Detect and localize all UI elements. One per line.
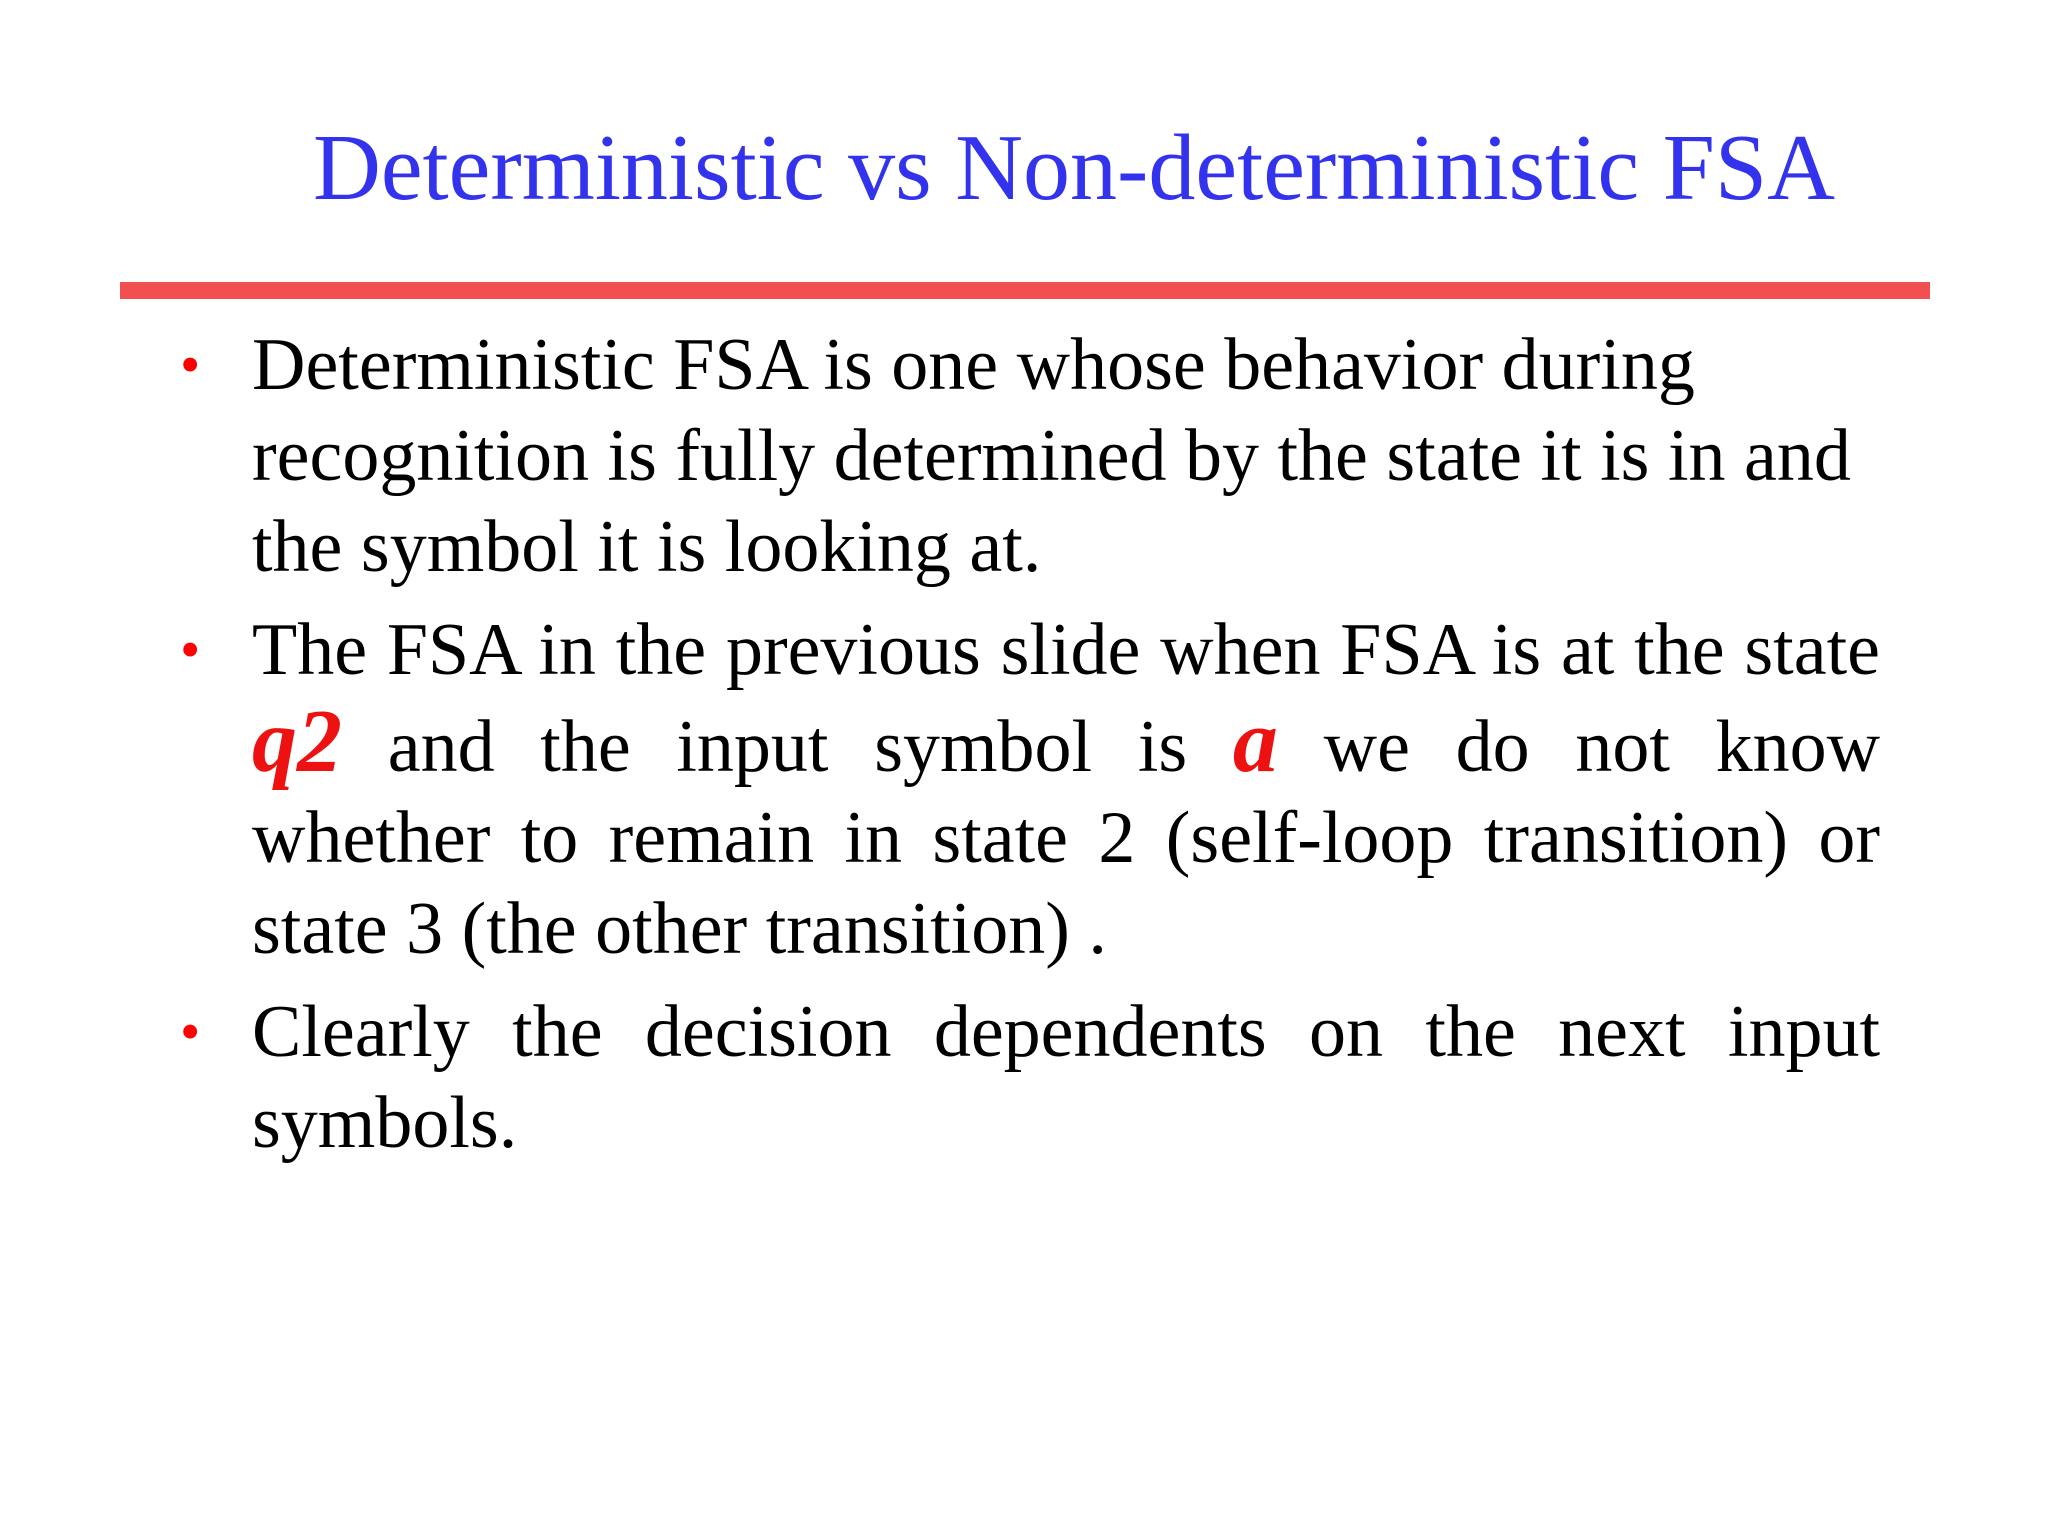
bullet-line: The FSA in the previous slide when FSA is at the state [252,609,1880,691]
state-variable: q2 [252,692,342,791]
bullet-line-fragment: and the input symbol is [387,706,1188,788]
bullet-item-1 [180,320,1880,593]
title-divider [120,282,1930,299]
bullet-icon: • [180,332,201,397]
bullet-line: Clearly the decision dependents on the next input [252,991,1880,1073]
bullet-line-fragment: we do not know [1323,706,1881,788]
bullet-list [180,320,1880,1181]
symbol-variable: a [1232,692,1278,791]
bullet-line [252,692,1881,793]
bullet-item-2 [180,605,1880,975]
bullet-line: state 3 (the other transition) . [252,888,1107,970]
bullet-icon: • [180,999,201,1064]
bullet-line: whether to remain in state 2 (self-loop transition) or [252,797,1880,879]
slide-title: Deterministic vs Non-deterministic FSA [312,116,1836,220]
bullet-text: Deterministic FSA is one whose behavior during recognition is fully determined by the state it is in and the symbol it is looking at. [252,324,1851,588]
bullet-line: symbols. [252,1082,518,1164]
bullet-icon: • [180,617,201,682]
bullet-item-3 [180,987,1880,1169]
